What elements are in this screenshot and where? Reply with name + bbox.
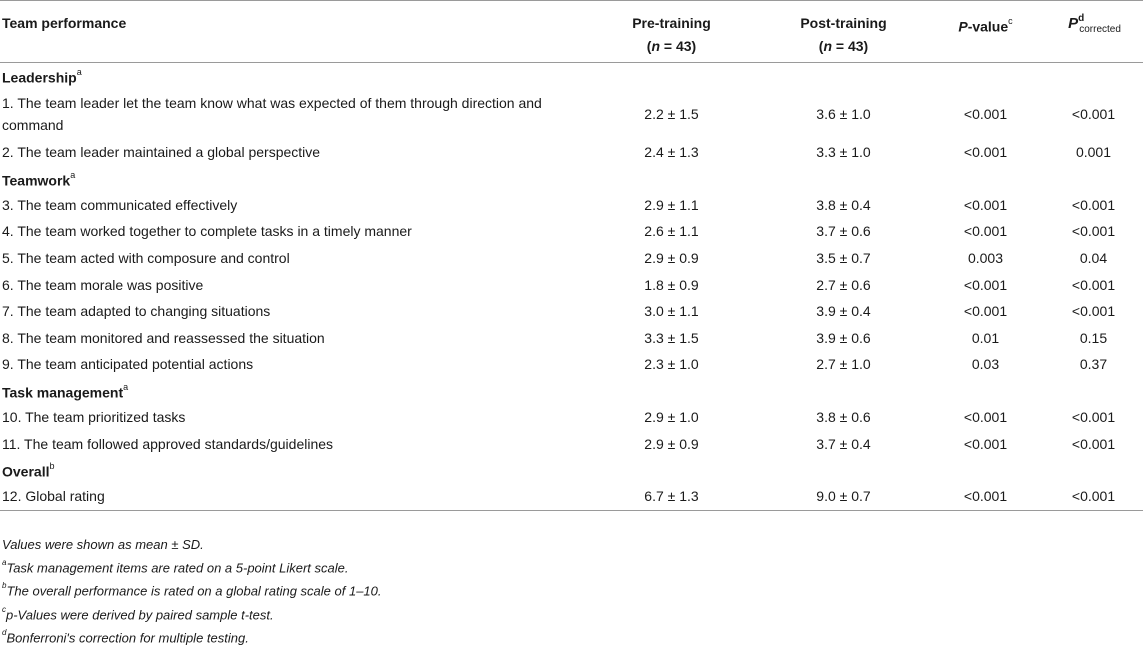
table-header-row (0, 1, 1143, 63)
p-corrected: <0.001 (1071, 409, 1116, 426)
row-label: 4. The team worked together to complete tasks in a timely manner (2, 223, 412, 240)
section-row-overall (0, 457, 1143, 483)
p-value: 0.003 (967, 250, 1004, 267)
p-corrected: <0.001 (1071, 196, 1116, 213)
p-value: <0.001 (963, 409, 1008, 426)
section-title: Leadership (2, 69, 77, 86)
p-value: 0.03 (971, 356, 1000, 373)
pre-value: 2.9 ± 1.0 (644, 409, 699, 426)
header-p-sup: c (1008, 16, 1013, 26)
table-row (0, 218, 1143, 245)
table-row (0, 245, 1143, 272)
row-label: 1. The team leader let the team know what was expected of them through direction and command (2, 95, 542, 133)
footnote-c-mark: c (2, 604, 6, 614)
p-corrected: <0.001 (1044, 483, 1143, 510)
footnote-d (2, 625, 382, 648)
section-title: Task management (2, 384, 124, 401)
header-pc-sup: d (1078, 13, 1085, 24)
header-pre-label: Pre-training (632, 15, 711, 31)
p-corrected: <0.001 (1071, 303, 1116, 320)
pre-value: 3.0 ± 1.1 (644, 303, 699, 320)
header-pre-training: Pre-training (n = 43) (583, 1, 760, 63)
p-value: <0.001 (963, 196, 1008, 213)
p-corrected: <0.001 (1071, 106, 1116, 122)
footnote-c-text: p-Values were derived by paired sample t-test. (6, 606, 274, 622)
footnote-a-text: Task management items are rated on a 5-point Likert scale. (6, 560, 349, 576)
row-label: 2. The team leader maintained a global perspective (2, 144, 321, 161)
section-title: Overall (2, 463, 50, 480)
p-corrected: 0.15 (1079, 329, 1108, 346)
section-row-task-management (0, 378, 1143, 404)
footnote-d-mark: d (2, 627, 7, 637)
table-row (0, 483, 1143, 510)
row-label: 7. The team adapted to changing situations (2, 303, 271, 320)
p-corrected: <0.001 (1071, 435, 1116, 452)
section-row-leadership (0, 63, 1143, 90)
p-value: <0.001 (963, 303, 1008, 320)
post-value: 3.8 ± 0.4 (816, 196, 871, 213)
header-pc-sub: corrected (1079, 24, 1121, 35)
footnote-a (2, 555, 382, 578)
p-corrected: 0.001 (1075, 144, 1112, 161)
section-sup: a (70, 169, 76, 180)
post-value: 3.3 ± 1.0 (816, 144, 871, 161)
table-row (0, 430, 1143, 457)
p-corrected: <0.001 (1071, 276, 1116, 293)
pre-value: 2.3 ± 1.0 (644, 356, 699, 373)
p-value: 0.01 (971, 329, 1000, 346)
pre-value: 6.7 ± 1.3 (583, 483, 760, 510)
header-p-value (927, 1, 1044, 63)
post-value: 2.7 ± 1.0 (816, 356, 871, 373)
pre-value: 2.2 ± 1.5 (644, 106, 699, 122)
post-value: 3.6 ± 1.0 (816, 106, 871, 122)
p-value: <0.001 (963, 144, 1008, 161)
row-label: 6. The team morale was positive (2, 276, 204, 293)
row-label: 3. The team communicated effectively (2, 196, 238, 213)
footnote-b-mark: b (2, 581, 7, 591)
table-row (0, 89, 1143, 139)
footnote-main: Values were shown as mean ± SD. (2, 537, 204, 552)
pre-value: 3.3 ± 1.5 (644, 329, 699, 346)
table-row (0, 139, 1143, 166)
table-row (0, 404, 1143, 431)
footnote-b (2, 578, 382, 601)
header-p-rest: -value (967, 18, 1009, 35)
post-value: 3.7 ± 0.6 (816, 223, 871, 240)
section-sup: a (123, 381, 129, 392)
p-value: <0.001 (927, 483, 1044, 510)
p-value: <0.001 (963, 106, 1008, 122)
header-team-performance: Team performance (0, 1, 583, 63)
header-pre-n: n (651, 38, 661, 54)
table-row (0, 351, 1143, 378)
pre-value: 2.9 ± 0.9 (644, 435, 699, 452)
header-p-corrected (1044, 1, 1143, 63)
p-value: <0.001 (963, 435, 1008, 452)
header-pre-count: = 43) (660, 38, 697, 54)
header-post-label: Post-training (800, 15, 887, 31)
header-post-training: Post-training (n = 43) (760, 1, 927, 63)
post-value: 3.9 ± 0.4 (816, 303, 871, 320)
pre-value: 2.6 ± 1.1 (644, 223, 699, 240)
pre-value: 2.9 ± 1.1 (644, 196, 699, 213)
table-row (0, 271, 1143, 298)
section-row-teamwork (0, 166, 1143, 192)
section-title: Teamwork (2, 172, 71, 189)
row-label: 10. The team prioritized tasks (2, 409, 186, 426)
row-label: 9. The team anticipated potential actions (2, 356, 254, 373)
header-pc-letter: P (1068, 15, 1079, 32)
footnote-c (2, 602, 382, 625)
post-value: 3.7 ± 0.4 (816, 435, 871, 452)
header-p-letter: P (958, 18, 968, 35)
post-value: 2.7 ± 0.6 (816, 276, 871, 293)
p-value: <0.001 (963, 223, 1008, 240)
footnote-b-text: The overall performance is rated on a global rating scale of 1–10. (6, 583, 382, 599)
post-value: 9.0 ± 0.7 (760, 483, 927, 510)
post-value: 3.5 ± 0.7 (816, 250, 871, 267)
table-row (0, 298, 1143, 325)
table-row (0, 192, 1143, 219)
row-label: 8. The team monitored and reassessed the situation (2, 329, 325, 346)
table-row (0, 325, 1143, 352)
p-corrected: 0.04 (1079, 250, 1108, 267)
pre-value: 1.8 ± 0.9 (644, 276, 699, 293)
row-label: 11. The team followed approved standards/guidelines (2, 435, 334, 452)
section-sup: b (49, 461, 55, 472)
section-sup: a (76, 67, 82, 78)
p-value: <0.001 (963, 276, 1008, 293)
pre-value: 2.9 ± 0.9 (644, 250, 699, 267)
table-footnotes (2, 535, 382, 648)
p-corrected: 0.37 (1079, 356, 1108, 373)
header-post-count: = 43) (832, 38, 869, 54)
post-value: 3.8 ± 0.6 (816, 409, 871, 426)
pre-value: 2.4 ± 1.3 (644, 144, 699, 161)
p-corrected: <0.001 (1071, 223, 1116, 240)
row-label: 12. Global rating (0, 483, 583, 510)
footnote-d-text: Bonferroni's correction for multiple testing. (6, 630, 249, 646)
row-label: 5. The team acted with composure and control (2, 250, 290, 267)
footnote-a-mark: a (2, 558, 7, 567)
header-post-n: n (823, 38, 833, 54)
post-value: 3.9 ± 0.6 (816, 329, 871, 346)
